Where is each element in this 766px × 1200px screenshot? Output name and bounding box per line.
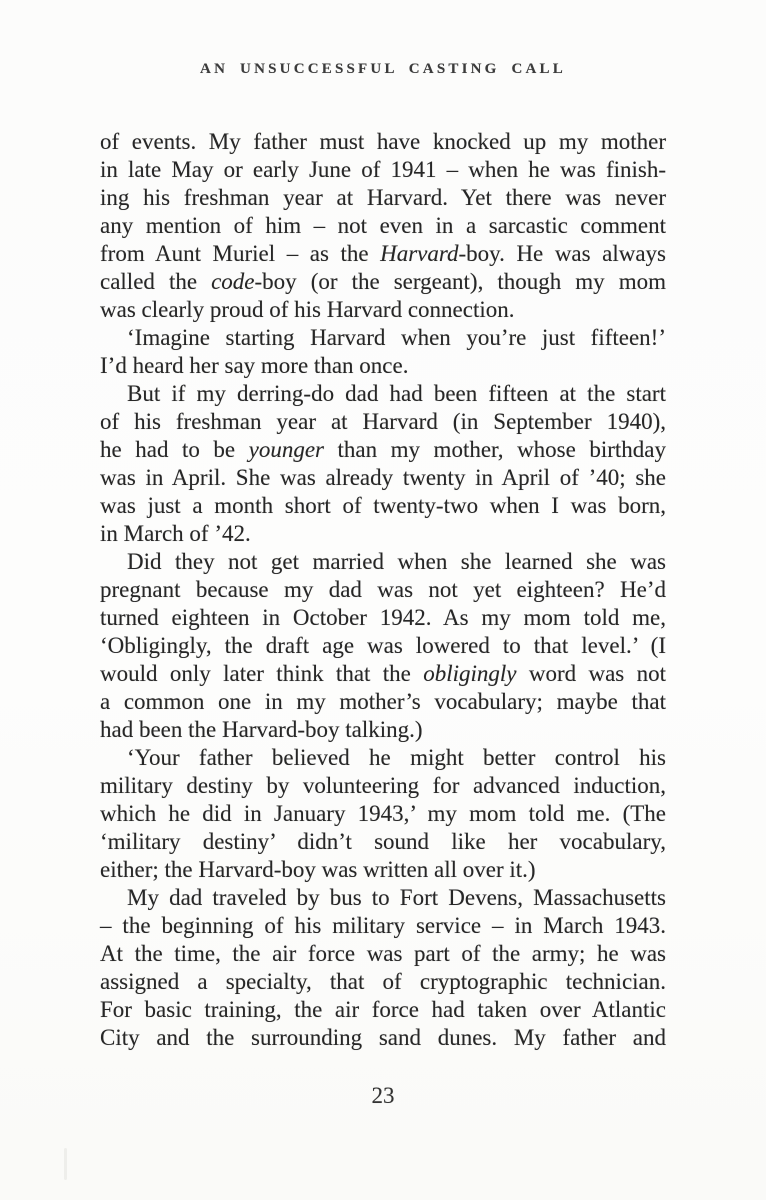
- text-segment: turned eighteen in October 1942. As my mom told me,: [100, 605, 666, 630]
- text-line: [100, 268, 666, 296]
- text-segment: would only later think that the: [100, 661, 424, 686]
- paragraph: [100, 324, 666, 380]
- text-segment: word was not: [516, 661, 666, 686]
- text-line: [100, 380, 666, 408]
- text-line: [100, 184, 666, 212]
- running-header: AN UNSUCCESSFUL CASTING CALL: [200, 61, 566, 77]
- text-segment: -boy. He was always: [458, 241, 667, 266]
- text-segment: pregnant because my dad was not yet eighteen? He’d: [100, 577, 666, 602]
- text-segment: in late May or early June of 1941 – when he was finish-: [100, 157, 666, 182]
- text-segment: had been the Harvard-boy talking.): [100, 717, 423, 742]
- text-segment: which he did in January 1943,’ my mom told me. (The: [100, 801, 666, 826]
- text-segment: was just a month short of twenty-two when I was born,: [100, 493, 666, 518]
- text-segment: Did they not get married when she learned she was: [127, 549, 666, 574]
- text-segment: But if my derring-do dad had been fifteen at the start: [127, 381, 666, 406]
- text-segment: any mention of him – not even in a sarcastic comment: [100, 213, 666, 238]
- text-segment: – the beginning of his military service – in March 1943.: [100, 913, 666, 938]
- text-line: [100, 436, 666, 464]
- page-body: [100, 128, 666, 1052]
- text-line: [100, 156, 666, 184]
- text-segment: ‘Imagine starting Harvard when you’re just fifteen!’: [127, 325, 666, 350]
- text-segment: For basic training, the air force had taken over Atlantic: [100, 997, 666, 1022]
- text-line: [100, 548, 666, 576]
- text-segment: My dad traveled by bus to Fort Devens, Massachusetts: [127, 885, 666, 910]
- italic-text: obligingly: [423, 661, 517, 686]
- text-segment: in March of ’42.: [100, 521, 251, 546]
- text-line: [100, 240, 666, 268]
- text-segment: military destiny by volunteering for advanced induction,: [100, 773, 666, 798]
- text-line: [100, 128, 666, 156]
- text-segment: from Aunt Muriel – as the: [100, 241, 381, 266]
- text-segment: I’d heard her say more than once.: [100, 353, 409, 378]
- text-segment: At the time, the air force was part of the army; he was: [100, 941, 666, 966]
- text-line: [100, 324, 666, 352]
- text-line: [100, 884, 666, 912]
- text-segment: than my mother, whose birthday: [324, 437, 667, 462]
- text-line: [100, 772, 666, 800]
- text-line: [100, 520, 666, 548]
- text-line: [100, 912, 666, 940]
- text-line: [100, 744, 666, 772]
- text-segment: was in April. She was already twenty in April of ’40; she: [100, 465, 666, 490]
- text-segment: -boy (or the sergeant), though my mom: [254, 269, 666, 294]
- paragraph: [100, 744, 666, 884]
- text-segment: ing his freshman year at Harvard. Yet there was never: [100, 185, 666, 210]
- text-line: [100, 576, 666, 604]
- text-line: [100, 716, 666, 744]
- text-line: [100, 968, 666, 996]
- text-line: [100, 212, 666, 240]
- text-line: [100, 408, 666, 436]
- text-line: [100, 296, 666, 324]
- italic-text: Harvard: [380, 241, 459, 266]
- text-segment: either; the Harvard-boy was written all over it.): [100, 857, 536, 882]
- text-segment: a common one in my mother’s vocabulary; maybe that: [100, 689, 666, 714]
- scan-artifact: [64, 1148, 67, 1180]
- text-segment: of his freshman year at Harvard (in September 1940),: [100, 409, 666, 434]
- text-line: [100, 940, 666, 968]
- text-line: [100, 996, 666, 1024]
- text-segment: called the: [100, 269, 212, 294]
- text-segment: of events. My father must have knocked up my mother: [100, 129, 666, 154]
- text-segment: ‘Your father believed he might better control his: [127, 745, 666, 770]
- paragraph: [100, 380, 666, 548]
- paragraph: [100, 548, 666, 744]
- italic-text: code: [211, 269, 255, 294]
- text-line: [100, 632, 666, 660]
- text-line: [100, 1024, 666, 1052]
- text-segment: he had to be: [100, 437, 249, 462]
- text-line: [100, 604, 666, 632]
- text-segment: assigned a specialty, that of cryptographic technician.: [100, 969, 666, 994]
- paragraph: [100, 884, 666, 1052]
- text-line: [100, 828, 666, 856]
- text-segment: City and the surrounding sand dunes. My father and: [100, 1025, 666, 1050]
- page-number: 23: [371, 1083, 395, 1108]
- text-line: [100, 800, 666, 828]
- italic-text: younger: [248, 437, 324, 462]
- text-line: [100, 492, 666, 520]
- paragraph: [100, 128, 666, 324]
- text-line: [100, 856, 666, 884]
- text-segment: ‘military destiny’ didn’t sound like her vocabulary,: [100, 829, 666, 854]
- text-line: [100, 660, 666, 688]
- text-line: [100, 352, 666, 380]
- text-segment: ‘Obligingly, the draft age was lowered to that level.’ (I: [100, 633, 666, 658]
- text-line: [100, 464, 666, 492]
- text-line: [100, 688, 666, 716]
- text-segment: was clearly proud of his Harvard connection.: [100, 297, 515, 322]
